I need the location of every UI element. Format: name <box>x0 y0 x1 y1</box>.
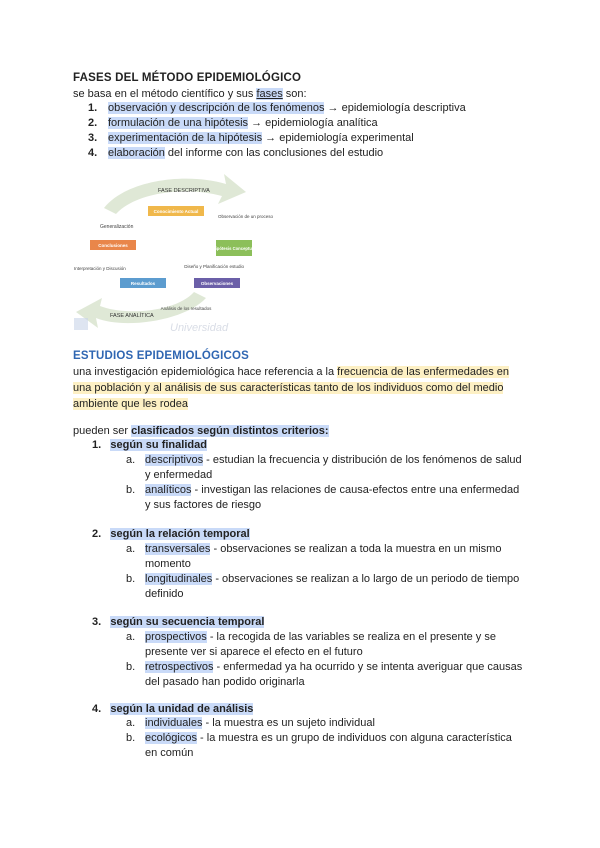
label-interpretacion: Interpretación y Discusión <box>74 266 126 271</box>
criterion-item <box>145 572 519 587</box>
estudios-line-3-highlight: ambiente que les rodea <box>73 398 188 410</box>
item-letter: a. <box>126 717 136 729</box>
item-desc-cont: presente ver si aparece el efecto en el futuro <box>145 646 363 658</box>
item-letter: b. <box>126 484 136 496</box>
item-desc: - la muestra es un sujeto individual <box>202 717 375 729</box>
fases-intro-text: se basa en el método científico y sus <box>73 88 257 100</box>
fases-intro-end: son: <box>282 88 307 100</box>
item-letter: b. <box>126 573 136 585</box>
fases-link[interactable]: fases <box>256 88 283 100</box>
criterion-number: 4. <box>92 703 102 715</box>
top-arrow-label: FASE DESCRIPTIVA <box>158 188 210 194</box>
phase-highlight: formulación de una hipótesis <box>108 117 249 129</box>
phase-rest: → epidemiología experimental <box>262 132 414 144</box>
phase-highlight: elaboración <box>108 147 165 159</box>
item-letter: b. <box>126 661 136 673</box>
item-term: transversales <box>145 543 211 555</box>
phase-item <box>108 145 383 161</box>
phase-number: 2. <box>88 117 98 129</box>
phase-item <box>108 100 466 116</box>
item-desc-cont: del pasado han podido originarla <box>145 676 305 688</box>
watermark-logo <box>74 318 88 330</box>
criterion-item <box>145 716 375 731</box>
criterion-heading <box>92 614 264 630</box>
label-observacion-proceso: Observación de un proceso <box>218 214 274 219</box>
item-desc-cont: momento <box>145 558 191 570</box>
phase-number: 4. <box>88 147 98 159</box>
item-desc: - observaciones se realizan a lo largo de un periodo de tiempo <box>212 573 520 585</box>
item-desc: - la recogida de las variables se realiza en el presente y se <box>206 631 496 643</box>
label-diseno: Diseño y Planificación estudio <box>184 264 244 269</box>
item-desc: - investigan las relaciones de causa-efectos entre una enfermedad <box>191 484 520 496</box>
bottom-arrow-label: FASE ANALÍTICA <box>110 313 154 319</box>
section-title-estudios: ESTUDIOS EPIDEMIOLÓGICOS <box>73 350 250 362</box>
label-generalizacion: Generalización <box>100 224 134 230</box>
node-conclusiones-label: Conclusiones <box>98 243 128 248</box>
estudios-line-1-highlight: frecuencia de las enfermedades en <box>337 366 510 378</box>
criterion-title: según su finalidad <box>110 439 207 451</box>
criterion-item <box>145 483 519 498</box>
item-term: descriptivos <box>145 454 204 466</box>
criterion-title: según su secuencia temporal <box>110 616 265 628</box>
phase-rest: del informe con las conclusiones del estudio <box>164 147 384 159</box>
epidemiologic-cycle-diagram <box>66 170 274 335</box>
estudios-line-1 <box>73 364 509 380</box>
node-resultados-label: Resultados <box>130 281 156 286</box>
criterion-item <box>145 630 496 645</box>
item-letter: a. <box>126 454 136 466</box>
item-desc-cont: definido <box>145 588 184 600</box>
criterion-item <box>145 542 501 557</box>
estudios-line-2-highlight: una población y al análisis de sus características tanto de los individuos como del medio <box>73 382 504 394</box>
item-letter: b. <box>126 732 136 744</box>
criterion-number: 3. <box>92 616 102 628</box>
estudios-line-3 <box>73 396 188 412</box>
phase-number: 1. <box>88 102 98 114</box>
node-observaciones-label: Observaciones <box>200 281 234 286</box>
item-desc: - observaciones se realizan a toda la muestra en un mismo <box>210 543 502 555</box>
phase-rest: → epidemiología descriptiva <box>324 102 466 114</box>
phase-highlight: experimentación de la hipótesis <box>108 132 263 144</box>
item-term: prospectivos <box>145 631 207 643</box>
node-conocimiento-label: Conocimiento Actual <box>153 209 199 214</box>
item-desc: - enfermedad ya ha ocurrido y se intenta averiguar que causas <box>213 661 523 673</box>
criterion-item <box>145 660 522 675</box>
item-desc: - la muestra es un grupo de individuos con alguna característica <box>196 732 512 744</box>
estudios-line-1-text: una investigación epidemiológica hace referencia a la <box>73 366 338 378</box>
criterion-heading <box>92 701 253 717</box>
estudios-line-2 <box>73 380 503 396</box>
criterion-item <box>145 731 512 746</box>
item-desc-cont: y sus factores de riesgo <box>145 499 262 511</box>
classified-text: pueden ser <box>73 425 132 437</box>
item-desc: - estudian la frecuencia y distribución de los fenómenos de salud <box>203 454 522 466</box>
phase-highlight: observación y descripción de los fenómenos <box>108 102 325 114</box>
criterion-item <box>145 453 522 468</box>
node-hipotesis-label: Hipótesis Conceptual <box>212 246 256 251</box>
phase-item <box>108 130 414 146</box>
criterion-number: 2. <box>92 528 102 540</box>
item-term: analíticos <box>145 484 192 496</box>
item-desc-cont: y enfermedad <box>145 469 213 481</box>
criterion-heading <box>92 437 207 453</box>
phase-number: 3. <box>88 132 98 144</box>
item-term: ecológicos <box>145 732 197 744</box>
label-analisis: Análisis de los resultados <box>160 306 212 311</box>
item-letter: a. <box>126 543 136 555</box>
item-term: longitudinales <box>145 573 213 585</box>
item-term: individuales <box>145 717 203 729</box>
phase-item <box>108 115 378 131</box>
phase-rest: → epidemiología analítica <box>248 117 378 129</box>
criterion-title: según la unidad de análisis <box>110 703 254 715</box>
criterion-title: según la relación temporal <box>110 528 250 540</box>
section-title-fases: FASES DEL MÉTODO EPIDEMIOLÓGICO <box>73 72 302 84</box>
item-desc-cont: en común <box>145 747 194 759</box>
criterion-heading <box>92 526 250 542</box>
item-letter: a. <box>126 631 136 643</box>
classified-highlight: clasificados según distintos criterios: <box>131 425 329 437</box>
criterion-number: 1. <box>92 439 102 451</box>
item-term: retrospectivos <box>145 661 214 673</box>
watermark-text: Universidad <box>170 322 229 334</box>
